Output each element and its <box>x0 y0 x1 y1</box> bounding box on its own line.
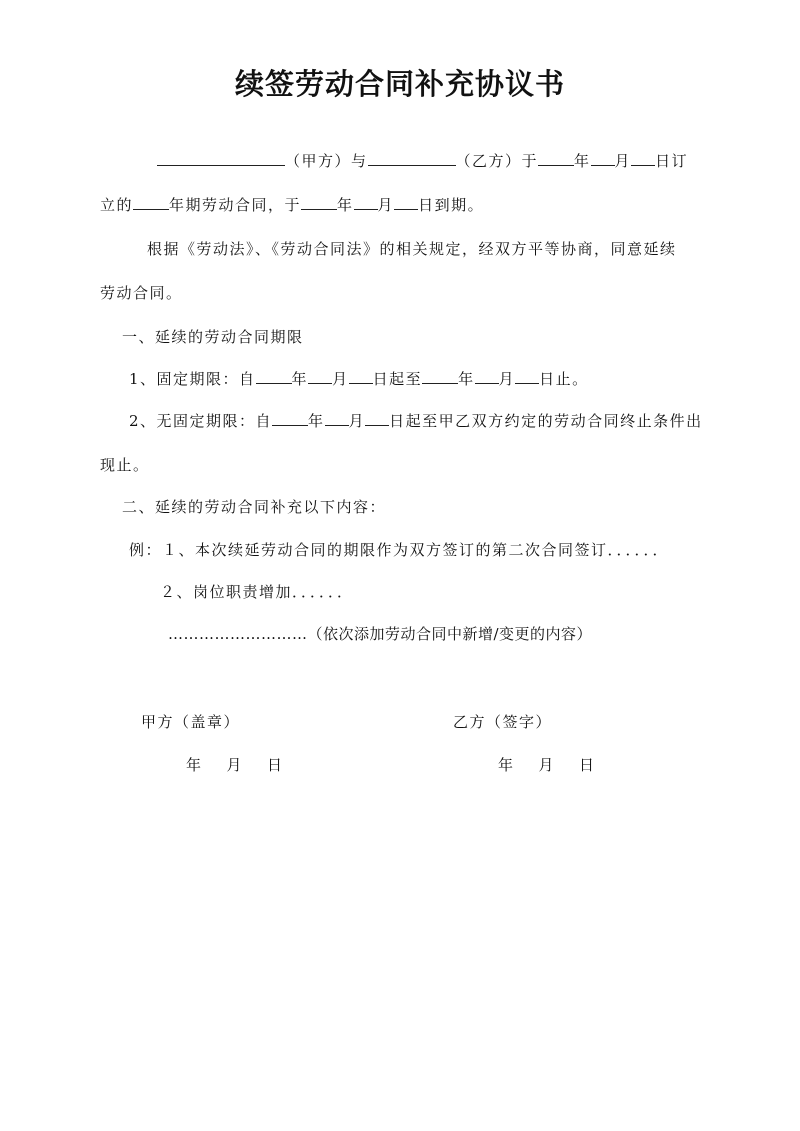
sign-day-blank[interactable] <box>631 151 655 166</box>
year-label: 年 <box>291 370 309 388</box>
month-label: 月 <box>348 412 366 430</box>
sign-month-blank[interactable] <box>591 151 615 166</box>
month-label: 月 <box>226 756 244 774</box>
party-a-signature-label: 甲方（盖章） <box>141 713 241 731</box>
party-a-label: （甲方）与 <box>285 152 368 170</box>
item-open-term-cont: 现止。 <box>100 456 150 474</box>
paragraph-contract-term <box>100 195 484 215</box>
fixed-end-year-blank[interactable] <box>422 369 458 384</box>
party-b-date <box>498 754 596 775</box>
sign-year-blank[interactable] <box>538 151 574 166</box>
example-item-2: ２、岗位职责增加．．．．．． <box>160 583 354 601</box>
year-label: 年 <box>308 412 325 430</box>
example-item-1: 例：１、本次续延劳动合同的期限作为双方签订的第二次合同签订．．．．．． <box>129 541 670 559</box>
fixed-end-day-blank[interactable] <box>515 369 539 384</box>
paragraph-parties <box>157 151 688 171</box>
item-fixed-term <box>129 369 589 389</box>
party-a-blank[interactable] <box>157 151 285 166</box>
year-label: 年 <box>574 152 591 170</box>
text-term: 年期劳动合同，于 <box>169 196 302 214</box>
month-label: 月 <box>377 196 395 214</box>
fixed-start-year-blank[interactable] <box>256 369 292 384</box>
open-start-month-blank[interactable] <box>325 411 349 426</box>
fixed-start-day-blank[interactable] <box>349 369 373 384</box>
day-label: 日 <box>267 756 284 774</box>
paragraph-legal-basis: 根据《劳动法》、《劳动合同法》的相关规定，经双方平等协商，同意延续 <box>147 240 677 258</box>
fixed-term-prefix: 1、固定期限：自 <box>129 370 256 388</box>
year-label: 年 <box>186 756 203 774</box>
end-label: 日止。 <box>539 370 589 388</box>
from-label: 日起至 <box>372 370 423 388</box>
expire-year-blank[interactable] <box>301 195 337 210</box>
day-label: 日订 <box>655 152 689 170</box>
open-start-year-blank[interactable] <box>272 411 308 426</box>
example-item-3: ………………………（依次添加劳动合同中新增/变更的内容） <box>168 625 593 643</box>
party-b-blank[interactable] <box>368 151 456 166</box>
party-b-label: （乙方）于 <box>455 152 539 170</box>
fixed-start-month-blank[interactable] <box>308 369 332 384</box>
term-years-blank[interactable] <box>133 195 169 210</box>
paragraph-legal-basis-cont: 劳动合同。 <box>100 284 183 302</box>
party-a-date <box>186 754 284 775</box>
expire-month-blank[interactable] <box>354 195 378 210</box>
year-label: 年 <box>498 756 515 774</box>
party-b-signature-label: 乙方（签字） <box>453 713 553 731</box>
item-open-term <box>129 411 703 431</box>
section-2-heading: 二、延续的劳动合同补充以下内容： <box>122 498 387 516</box>
year-label: 年 <box>458 370 475 388</box>
day-label: 日 <box>579 756 596 774</box>
fixed-end-month-blank[interactable] <box>475 369 499 384</box>
text-start: 立的 <box>100 196 134 214</box>
year-label: 年 <box>337 196 354 214</box>
document-title: 续签劳动合同补充协议书 <box>234 67 565 101</box>
open-term-rest: 日起至甲乙双方约定的劳动合同终止条件出 <box>389 412 703 430</box>
month-label: 月 <box>332 370 349 388</box>
month-label: 月 <box>538 756 556 774</box>
text-end: 日到期。 <box>418 196 485 214</box>
section-1-heading: 一、延续的劳动合同期限 <box>122 328 304 346</box>
open-term-prefix: 2、无固定期限：自 <box>129 412 273 430</box>
open-start-day-blank[interactable] <box>365 411 389 426</box>
expire-day-blank[interactable] <box>394 195 418 210</box>
month-label: 月 <box>614 152 632 170</box>
month-label: 月 <box>498 370 516 388</box>
